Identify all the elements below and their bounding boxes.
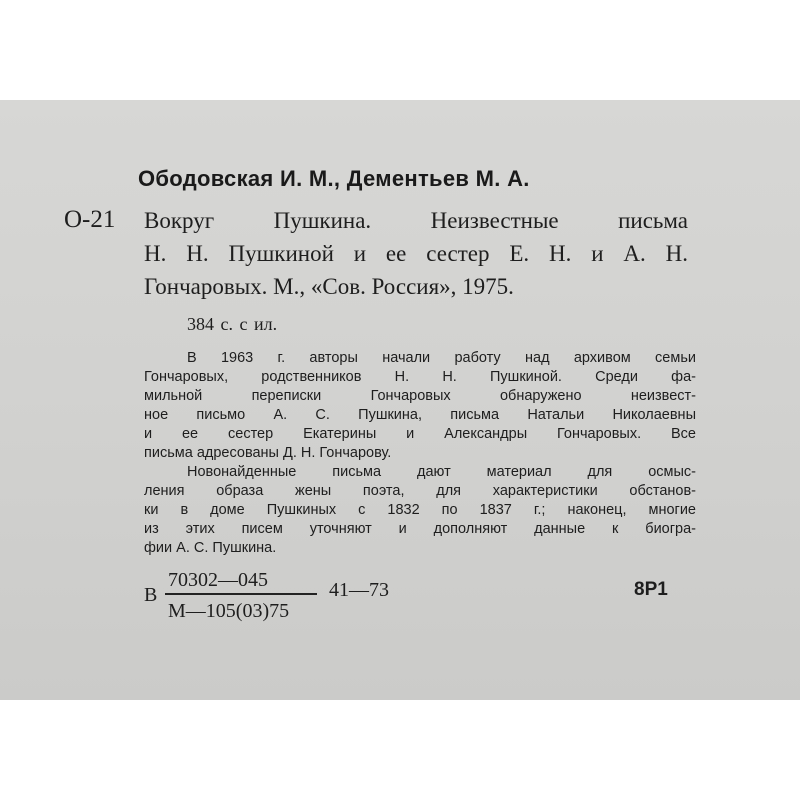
- page-count: 384 с. с ил.: [187, 314, 278, 334]
- annotation-line: мильной переписки Гончаровых обнаружено неизвест-: [144, 388, 696, 404]
- fraction-rule: [165, 593, 317, 595]
- annotation-line: ки в доме Пушкиных с 1832 по 1837 г.; наконец, многие: [144, 502, 696, 518]
- bbk-code: 41—73: [329, 579, 389, 601]
- catalog-index: О-21: [64, 206, 116, 233]
- catalog-card-page: [0, 100, 800, 700]
- bbk-denominator: М—105(03)75: [168, 600, 290, 622]
- annotation-line: из этих писем уточняют и дополняют данные к биогра-: [144, 521, 696, 537]
- title-line-2: Н. Н. Пушкиной и ее сестер Е. Н. и А. Н.: [144, 241, 688, 266]
- title-line-1: Вокруг Пушкина. Неизвестные письма: [144, 208, 688, 233]
- title-line-3: Гончаровых. М., «Сов. Россия», 1975.: [144, 274, 514, 299]
- annotation-line: письма адресованы Д. Н. Гончарову.: [144, 445, 392, 461]
- bbk-letter: В: [144, 584, 158, 606]
- annotation-line: ное письмо А. С. Пушкина, письма Натальи Николаевны: [144, 407, 696, 423]
- annotation-line: фии А. С. Пушкина.: [144, 540, 277, 556]
- annotation-line: ления образа жены поэта, для характеристики обстанов-: [144, 483, 696, 499]
- author-line: Ободовская И. М., Дементьев М. А.: [138, 166, 530, 191]
- classification-code: 8Р1: [634, 579, 668, 600]
- annotation-line: Гончаровых, родственников Н. Н. Пушкиной. Среди фа-: [144, 369, 696, 385]
- annotation-line: Новонайденные письма дают материал для осмыс-: [187, 464, 696, 480]
- annotation-line: и ее сестер Екатерины и Александры Гончаровых. Все: [144, 426, 696, 442]
- bbk-numerator: 70302—045: [168, 569, 268, 591]
- annotation-line: В 1963 г. авторы начали работу над архивом семьи: [187, 350, 696, 366]
